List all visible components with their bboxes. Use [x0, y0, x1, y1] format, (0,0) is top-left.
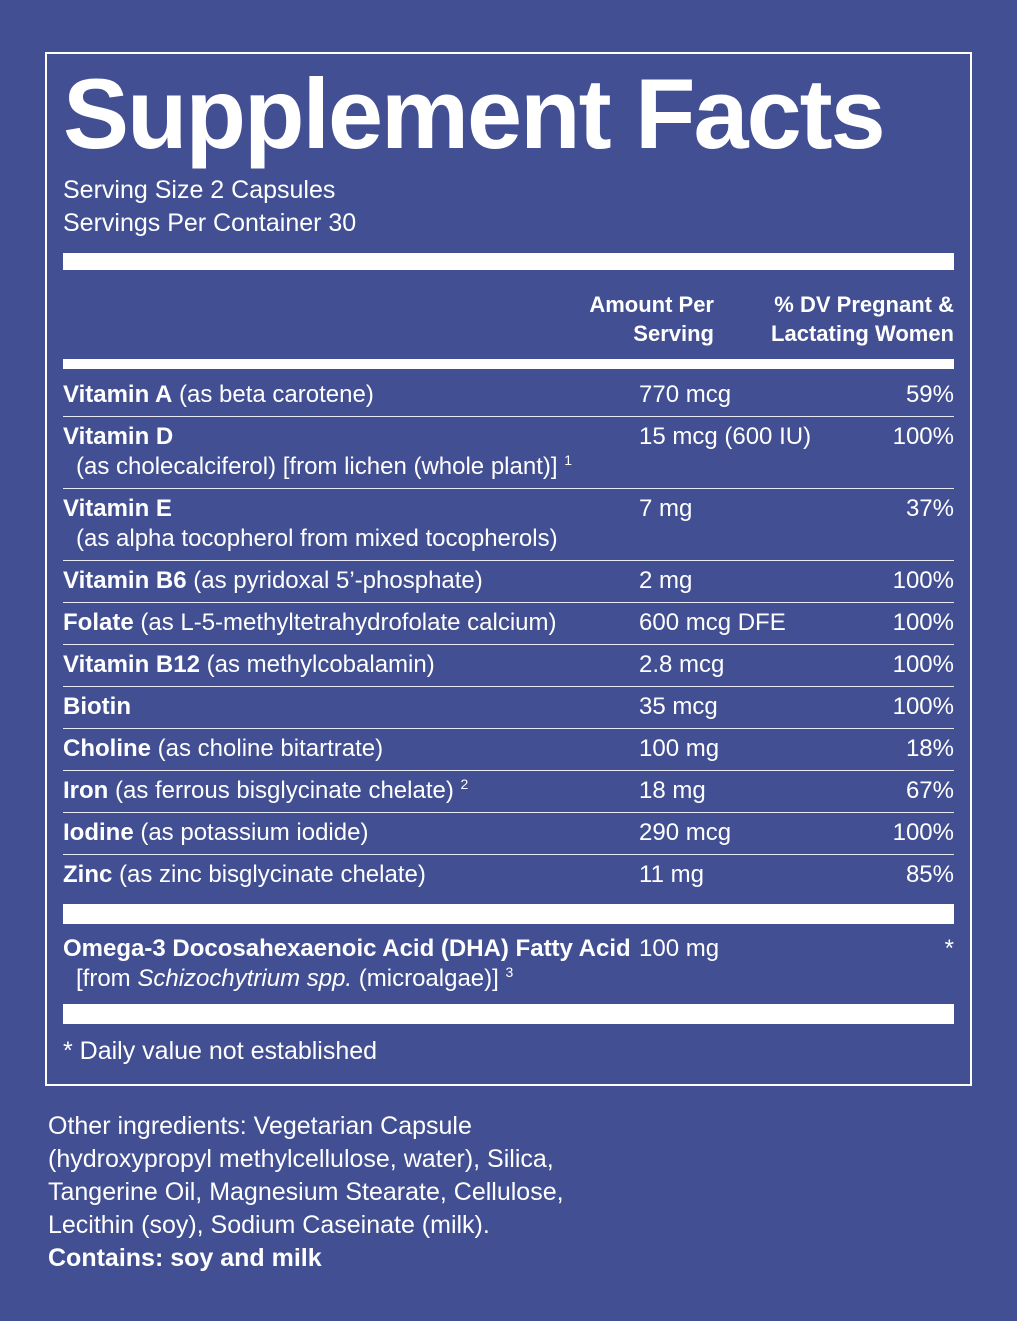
nutrient-name	[63, 777, 639, 805]
nutrient-subline	[63, 453, 954, 481]
nutrient-row-main	[63, 381, 954, 409]
text-segment: Vitamin A	[63, 380, 173, 408]
amount-value: 15 mcg (600 IU)	[639, 422, 812, 450]
dha-section	[63, 924, 954, 1002]
nutrient-name	[63, 423, 639, 451]
serving-info	[63, 174, 954, 240]
amount-value: 7 mg	[639, 494, 693, 522]
text-segment: Biotin	[63, 692, 131, 720]
separator-bar-thick	[63, 253, 954, 270]
text-segment: (microalgae)]	[352, 964, 506, 992]
text-segment: (as zinc bisglycinate chelate)	[112, 860, 426, 888]
nutrient-row	[63, 489, 954, 561]
dv-value: 100%	[892, 422, 954, 450]
text-segment: Folate	[63, 608, 134, 636]
nutrient-name	[63, 651, 639, 679]
nutrient-row	[63, 771, 954, 813]
header-amount-per-serving: Amount Per Serving	[589, 291, 714, 346]
dv-value: 100%	[892, 608, 954, 636]
amount-value: 11 mg	[639, 860, 704, 888]
amount-value: 600 mcg DFE	[639, 608, 786, 636]
text-segment: (as choline bitartrate)	[151, 734, 384, 762]
nutrient-row-main	[63, 693, 954, 721]
nutrient-subline	[63, 525, 954, 553]
nutrient-name	[63, 693, 639, 721]
other-ingredients-line: Lecithin (soy), Sodium Caseinate (milk).	[48, 1211, 490, 1239]
dv-value: 85%	[905, 860, 954, 888]
contains-statement: Contains: soy and milk	[48, 1244, 322, 1272]
amount-value: 100 mg	[639, 734, 720, 762]
header-dv-pregnant-lactating: % DV Pregnant & Lactating Women	[771, 291, 954, 346]
text-segment: (as L-5-methyltetrahydrofolate calcium)	[133, 608, 557, 636]
nutrient-row-main	[63, 651, 954, 679]
nutrient-row-main	[63, 495, 954, 523]
amount-value: 290 mcg	[639, 818, 732, 846]
supplement-facts-panel	[45, 52, 972, 1086]
daily-value-footnote: * Daily value not established	[63, 1036, 378, 1065]
panel-title: Supplement Facts	[63, 58, 884, 169]
dv-value: 100%	[892, 650, 954, 678]
separator-bar-thin	[63, 359, 954, 369]
text-segment: Iodine	[63, 818, 134, 846]
amount-value: 2 mg	[639, 566, 693, 594]
nutrient-row	[63, 855, 954, 896]
nutrient-name	[63, 381, 639, 409]
dv-value: 100%	[892, 818, 954, 846]
other-ingredients-line: Other ingredients: Vegetarian Capsule	[48, 1112, 472, 1140]
dv-value: 37%	[905, 494, 954, 522]
nutrient-name	[63, 567, 639, 595]
nutrient-name	[63, 609, 639, 637]
nutrient-rows	[63, 375, 954, 896]
nutrient-row	[63, 924, 954, 1002]
text-segment: (as alpha tocopherol from mixed tocopherols)	[76, 524, 558, 552]
text-segment: Omega-3 Docosahexaenoic Acid (DHA) Fatty Acid	[63, 934, 631, 962]
text-segment: Zinc	[63, 860, 113, 888]
amount-value: 2.8 mcg	[639, 650, 725, 678]
nutrient-name	[63, 735, 639, 763]
amount-value: 770 mcg	[639, 380, 732, 408]
nutrient-row	[63, 645, 954, 687]
nutrient-row-main	[63, 777, 954, 805]
amount-value: 35 mcg	[639, 692, 718, 720]
nutrient-subline	[63, 965, 954, 993]
nutrient-row	[63, 813, 954, 855]
amount-value: 100 mg	[639, 934, 720, 962]
nutrient-row-main	[63, 735, 954, 763]
dv-value: 18%	[905, 734, 954, 762]
text-segment: (as potassium iodide)	[133, 818, 369, 846]
text-segment: 2	[460, 775, 469, 792]
nutrient-row	[63, 375, 954, 417]
text-segment: (as methylcobalamin)	[199, 650, 435, 678]
nutrient-name	[63, 861, 639, 889]
dv-value: 59%	[905, 380, 954, 408]
separator-bar-thick	[63, 1004, 954, 1024]
nutrient-row	[63, 687, 954, 729]
dv-value: 100%	[892, 566, 954, 594]
text-segment: Vitamin D	[63, 422, 174, 450]
nutrient-row	[63, 561, 954, 603]
nutrient-name	[63, 495, 639, 523]
nutrient-row-main	[63, 567, 954, 595]
nutrient-name	[63, 819, 639, 847]
nutrient-row	[63, 729, 954, 771]
text-segment: 3	[505, 963, 514, 980]
nutrient-name	[63, 935, 639, 963]
other-ingredients-line: (hydroxypropyl methylcellulose, water), Silica,	[48, 1145, 554, 1173]
dv-value: 67%	[905, 776, 954, 804]
text-segment: Schizochytrium spp.	[137, 964, 353, 992]
text-segment: (as beta carotene)	[172, 380, 374, 408]
serving-size: Serving Size 2 Capsules	[63, 175, 336, 204]
text-segment: (as cholecalciferol) [from lichen (whole plant)]	[76, 452, 565, 480]
servings-per-container: Servings Per Container 30	[63, 208, 357, 237]
amount-value: 18 mg	[639, 776, 706, 804]
other-ingredients	[48, 1110, 564, 1275]
text-segment: [from	[76, 964, 138, 992]
nutrient-row-main	[63, 935, 954, 963]
separator-bar-thick	[63, 904, 954, 924]
text-segment: Vitamin B12	[63, 650, 200, 678]
text-segment: Vitamin B6	[63, 566, 187, 594]
text-segment: Choline	[63, 734, 151, 762]
text-segment: Iron	[63, 776, 109, 804]
text-segment: (as ferrous bisglycinate chelate)	[108, 776, 461, 804]
nutrient-row-main	[63, 609, 954, 637]
text-segment: 1	[564, 451, 572, 468]
nutrient-row-main	[63, 819, 954, 847]
nutrient-row	[63, 603, 954, 645]
nutrient-row-main	[63, 423, 954, 451]
dv-value: *	[944, 934, 954, 962]
dv-value: 100%	[892, 692, 954, 720]
nutrient-row-main	[63, 861, 954, 889]
text-segment: (as pyridoxal 5’-phosphate)	[186, 566, 483, 594]
column-headers	[63, 270, 954, 359]
other-ingredients-line: Tangerine Oil, Magnesium Stearate, Cellulose,	[48, 1178, 564, 1206]
text-segment: Vitamin E	[63, 494, 172, 522]
nutrient-row	[63, 417, 954, 489]
